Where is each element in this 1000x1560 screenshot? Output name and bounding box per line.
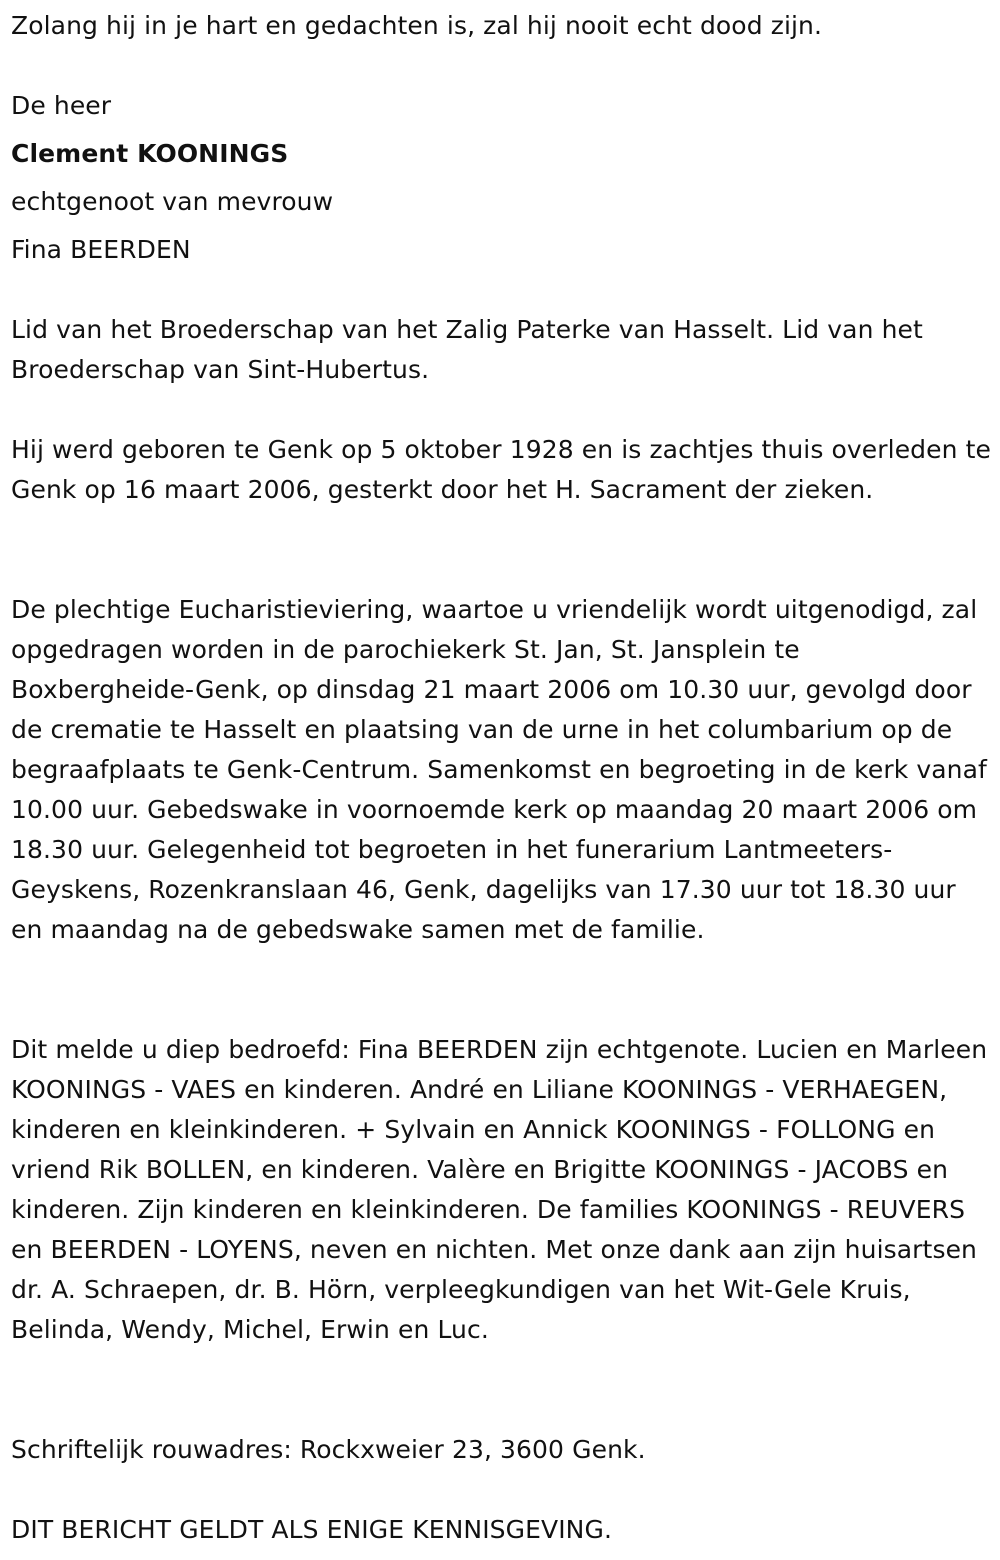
memberships-paragraph: Lid van het Broederschap van het Zalig Paterke van Hasselt. Lid van het Broederschap van Sint-Hubertus.: [11, 315, 923, 384]
closing-statement: DIT BERICHT GELDT ALS ENIGE KENNISGEVING.: [11, 1515, 612, 1544]
ceremony-paragraph: De plechtige Eucharistieviering, waartoe u vriendelijk wordt uitgenodigd, zal opgedragen worden in de parochiekerk St. Jan, St. Jansplein te Boxbergheide-Genk, op dinsdag 21 maart 2006 om 10.30 uur, gevolgd door de crematie te Hasselt en plaatsing van de urne in het columbarium op de begraafplaats te Genk-Centrum. Samenkomst en begroeting in de kerk vanaf 10.00 uur. Gebedswake in voornoemde kerk op maandag 20 maart 2006 om 18.30 uur. Gelegenheid tot begroeten in het funerarium Lantmeeters-Geyskens, Rozenkranslaan 46, Genk, dagelijks van 17.30 uur tot 18.30 uur en maandag na de gebedswake samen met de familie.: [11, 595, 987, 944]
spouse-name: Fina BEERDEN: [11, 235, 191, 264]
relation-text: echtgenoot van mevrouw: [11, 187, 334, 216]
family-paragraph: Dit melde u diep bedroefd: Fina BEERDEN zijn echtgenote. Lucien en Marleen KOONINGS - VAES en kinderen. André en Liliane KOONINGS - VERHAEGEN, kinderen en kleinkinderen. + Sylvain en Annick KOONINGS - FOLLONG en vriend Rik BOLLEN, en kinderen. Valère en Brigitte KOONINGS - JACOBS en kinderen. Zijn kinderen en kleinkinderen. De families KOONINGS - REUVERS en BEERDEN - LOYENS, neven en nichten. Met onze dank aan zijn huisartsen dr. A. Schraepen, dr. B. Hörn, verpleegkundigen van het Wit-Gele Kruis, Belinda, Wendy, Michel, Erwin en Luc.: [11, 1035, 988, 1344]
salutation: De heer: [11, 91, 112, 120]
mourning-address: Schriftelijk rouwadres: Rockxweier 23, 3600 Genk.: [11, 1435, 646, 1464]
deceased-name: Clement KOONINGS: [11, 139, 289, 168]
motto: Zolang hij in je hart en gedachten is, zal hij nooit echt dood zijn.: [11, 11, 823, 40]
birth-death-paragraph: Hij werd geboren te Genk op 5 oktober 1928 en is zachtjes thuis overleden te Genk op 16 maart 2006, gesterkt door het H. Sacrament der zieken.: [11, 435, 991, 504]
